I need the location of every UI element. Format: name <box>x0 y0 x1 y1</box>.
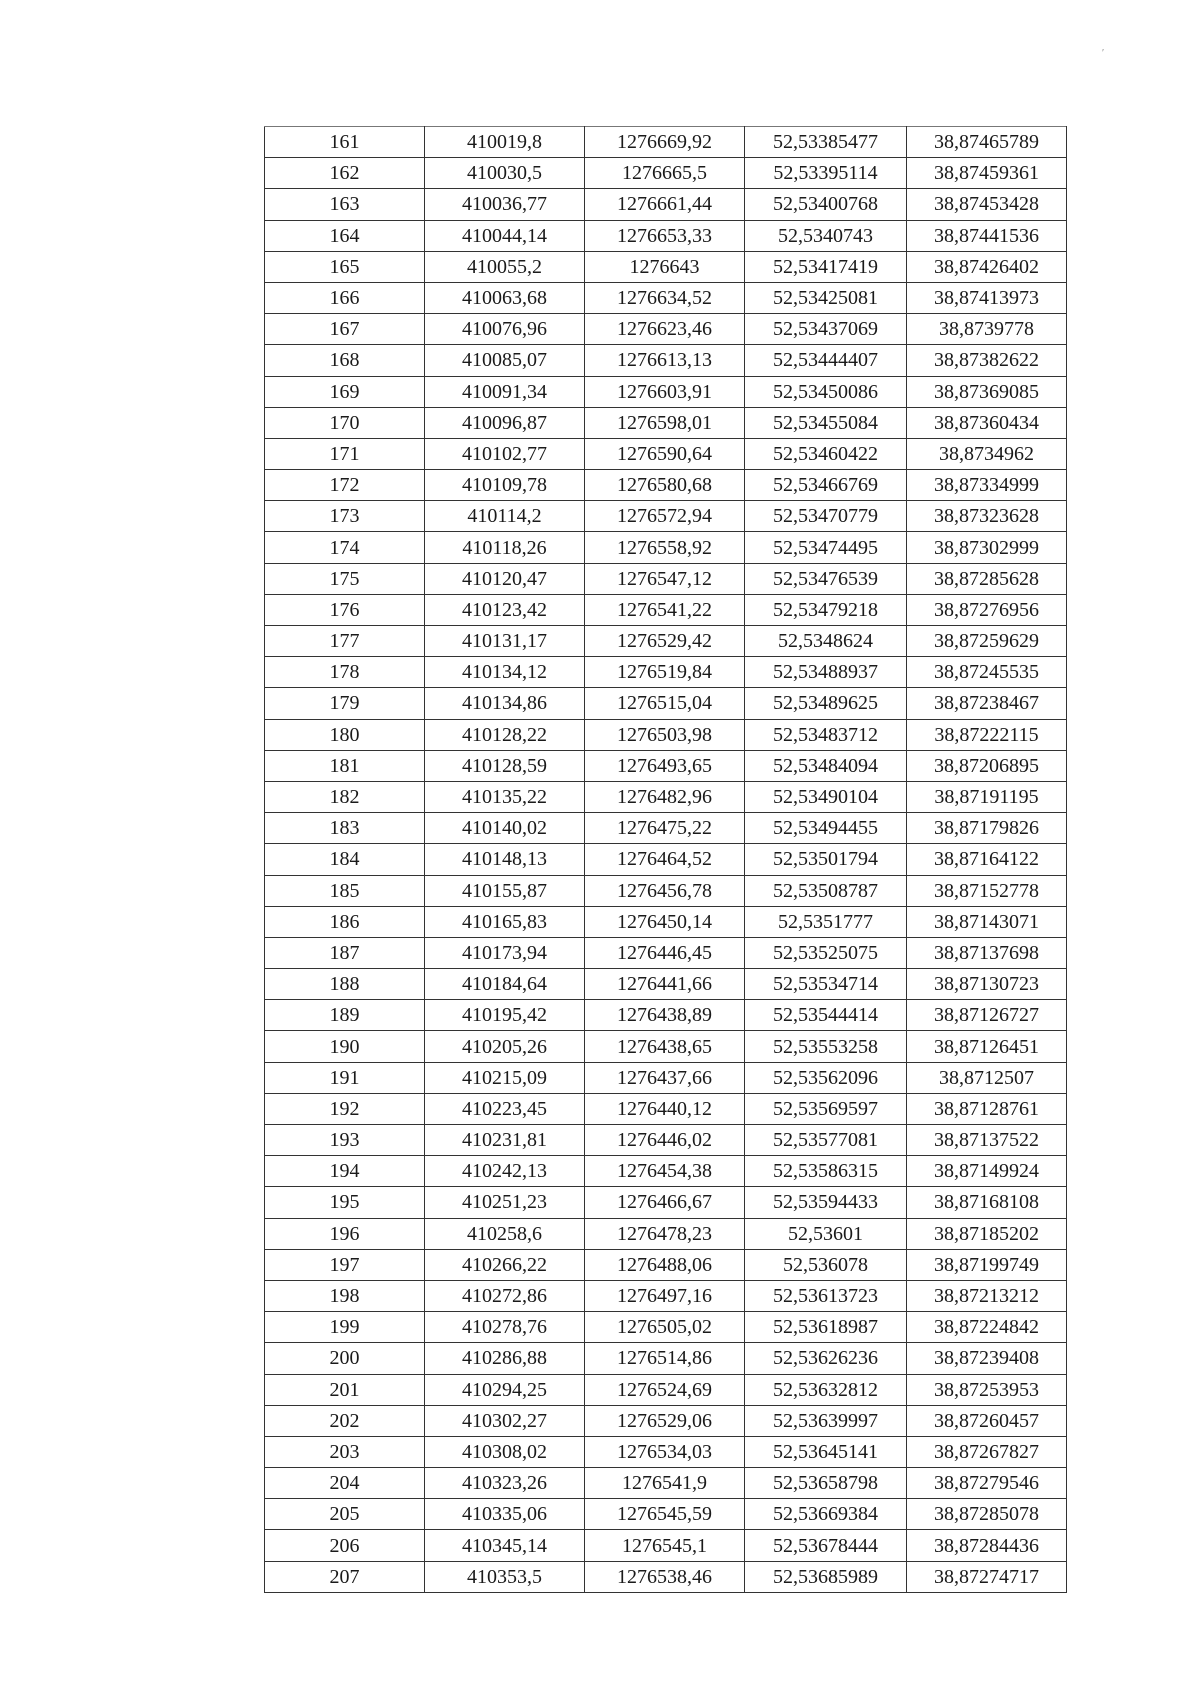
point-number-cell: 176 <box>265 594 425 625</box>
y-coordinate-cell: 1276475,22 <box>585 813 745 844</box>
x-coordinate-cell: 410302,27 <box>425 1405 585 1436</box>
y-coordinate-cell: 1276456,78 <box>585 875 745 906</box>
longitude-cell: 38,87238467 <box>907 688 1067 719</box>
point-number-cell: 188 <box>265 969 425 1000</box>
longitude-cell: 38,87179826 <box>907 813 1067 844</box>
longitude-cell: 38,87126451 <box>907 1031 1067 1062</box>
point-number-cell: 203 <box>265 1436 425 1467</box>
table-row <box>265 282 1067 313</box>
latitude-cell: 52,53601 <box>745 1218 907 1249</box>
latitude-cell: 52,53455084 <box>745 407 907 438</box>
table-row <box>265 875 1067 906</box>
y-coordinate-cell: 1276514,86 <box>585 1343 745 1374</box>
longitude-cell: 38,87285628 <box>907 563 1067 594</box>
table-row <box>265 1530 1067 1561</box>
y-coordinate-cell: 1276634,52 <box>585 282 745 313</box>
table-row <box>265 1218 1067 1249</box>
point-number-cell: 172 <box>265 470 425 501</box>
latitude-cell: 52,53483712 <box>745 719 907 750</box>
table-row <box>265 1093 1067 1124</box>
point-number-cell: 185 <box>265 875 425 906</box>
latitude-cell: 52,53474495 <box>745 532 907 563</box>
y-coordinate-cell: 1276643 <box>585 251 745 282</box>
longitude-cell: 38,87285078 <box>907 1499 1067 1530</box>
point-number-cell: 178 <box>265 657 425 688</box>
y-coordinate-cell: 1276441,66 <box>585 969 745 1000</box>
point-number-cell: 206 <box>265 1530 425 1561</box>
x-coordinate-cell: 410131,17 <box>425 626 585 657</box>
point-number-cell: 175 <box>265 563 425 594</box>
longitude-cell: 38,87302999 <box>907 532 1067 563</box>
table-row <box>265 376 1067 407</box>
latitude-cell: 52,53525075 <box>745 937 907 968</box>
x-coordinate-cell: 410278,76 <box>425 1312 585 1343</box>
latitude-cell: 52,53613723 <box>745 1280 907 1311</box>
longitude-cell: 38,87245535 <box>907 657 1067 688</box>
y-coordinate-cell: 1276437,66 <box>585 1062 745 1093</box>
x-coordinate-cell: 410286,88 <box>425 1343 585 1374</box>
table-row <box>265 470 1067 501</box>
point-number-cell: 168 <box>265 345 425 376</box>
table-row <box>265 657 1067 688</box>
x-coordinate-cell: 410345,14 <box>425 1530 585 1561</box>
x-coordinate-cell: 410019,8 <box>425 127 585 158</box>
x-coordinate-cell: 410134,86 <box>425 688 585 719</box>
latitude-cell: 52,53685989 <box>745 1561 907 1592</box>
table-row <box>265 1187 1067 1218</box>
coordinates-table <box>264 126 1067 1593</box>
y-coordinate-cell: 1276450,14 <box>585 906 745 937</box>
latitude-cell: 52,53479218 <box>745 594 907 625</box>
point-number-cell: 180 <box>265 719 425 750</box>
latitude-cell: 52,53470779 <box>745 501 907 532</box>
point-number-cell: 196 <box>265 1218 425 1249</box>
latitude-cell: 52,53501794 <box>745 844 907 875</box>
longitude-cell: 38,87323628 <box>907 501 1067 532</box>
table-row <box>265 1249 1067 1280</box>
longitude-cell: 38,87267827 <box>907 1436 1067 1467</box>
y-coordinate-cell: 1276613,13 <box>585 345 745 376</box>
y-coordinate-cell: 1276534,03 <box>585 1436 745 1467</box>
y-coordinate-cell: 1276538,46 <box>585 1561 745 1592</box>
x-coordinate-cell: 410036,77 <box>425 189 585 220</box>
latitude-cell: 52,53669384 <box>745 1499 907 1530</box>
x-coordinate-cell: 410140,02 <box>425 813 585 844</box>
latitude-cell: 52,53450086 <box>745 376 907 407</box>
point-number-cell: 186 <box>265 906 425 937</box>
longitude-cell: 38,87274717 <box>907 1561 1067 1592</box>
latitude-cell: 52,53618987 <box>745 1312 907 1343</box>
x-coordinate-cell: 410076,96 <box>425 314 585 345</box>
x-coordinate-cell: 410102,77 <box>425 438 585 469</box>
y-coordinate-cell: 1276603,91 <box>585 376 745 407</box>
point-number-cell: 163 <box>265 189 425 220</box>
point-number-cell: 184 <box>265 844 425 875</box>
latitude-cell: 52,53444407 <box>745 345 907 376</box>
point-number-cell: 165 <box>265 251 425 282</box>
latitude-cell: 52,536078 <box>745 1249 907 1280</box>
point-number-cell: 182 <box>265 781 425 812</box>
latitude-cell: 52,53544414 <box>745 1000 907 1031</box>
longitude-cell: 38,87152778 <box>907 875 1067 906</box>
point-number-cell: 191 <box>265 1062 425 1093</box>
x-coordinate-cell: 410215,09 <box>425 1062 585 1093</box>
latitude-cell: 52,53490104 <box>745 781 907 812</box>
point-number-cell: 173 <box>265 501 425 532</box>
latitude-cell: 52,53534714 <box>745 969 907 1000</box>
x-coordinate-cell: 410205,26 <box>425 1031 585 1062</box>
longitude-cell: 38,87253953 <box>907 1374 1067 1405</box>
x-coordinate-cell: 410294,25 <box>425 1374 585 1405</box>
x-coordinate-cell: 410195,42 <box>425 1000 585 1031</box>
table-row <box>265 127 1067 158</box>
longitude-cell: 38,87413973 <box>907 282 1067 313</box>
longitude-cell: 38,87334999 <box>907 470 1067 501</box>
point-number-cell: 166 <box>265 282 425 313</box>
y-coordinate-cell: 1276541,22 <box>585 594 745 625</box>
y-coordinate-cell: 1276541,9 <box>585 1468 745 1499</box>
point-number-cell: 162 <box>265 158 425 189</box>
y-coordinate-cell: 1276464,52 <box>585 844 745 875</box>
point-number-cell: 187 <box>265 937 425 968</box>
table-row <box>265 1125 1067 1156</box>
y-coordinate-cell: 1276661,44 <box>585 189 745 220</box>
y-coordinate-cell: 1276446,45 <box>585 937 745 968</box>
longitude-cell: 38,87168108 <box>907 1187 1067 1218</box>
point-number-cell: 198 <box>265 1280 425 1311</box>
y-coordinate-cell: 1276482,96 <box>585 781 745 812</box>
y-coordinate-cell: 1276505,02 <box>585 1312 745 1343</box>
longitude-cell: 38,87224842 <box>907 1312 1067 1343</box>
y-coordinate-cell: 1276519,84 <box>585 657 745 688</box>
y-coordinate-cell: 1276529,42 <box>585 626 745 657</box>
longitude-cell: 38,87130723 <box>907 969 1067 1000</box>
y-coordinate-cell: 1276653,33 <box>585 220 745 251</box>
y-coordinate-cell: 1276547,12 <box>585 563 745 594</box>
point-number-cell: 171 <box>265 438 425 469</box>
latitude-cell: 52,5348624 <box>745 626 907 657</box>
x-coordinate-cell: 410063,68 <box>425 282 585 313</box>
table-row <box>265 314 1067 345</box>
point-number-cell: 167 <box>265 314 425 345</box>
y-coordinate-cell: 1276529,06 <box>585 1405 745 1436</box>
longitude-cell: 38,87369085 <box>907 376 1067 407</box>
longitude-cell: 38,87382622 <box>907 345 1067 376</box>
y-coordinate-cell: 1276572,94 <box>585 501 745 532</box>
table-row <box>265 1156 1067 1187</box>
y-coordinate-cell: 1276590,64 <box>585 438 745 469</box>
table-row <box>265 1374 1067 1405</box>
latitude-cell: 52,53594433 <box>745 1187 907 1218</box>
table-row <box>265 1499 1067 1530</box>
latitude-cell: 52,53437069 <box>745 314 907 345</box>
point-number-cell: 193 <box>265 1125 425 1156</box>
table-row <box>265 438 1067 469</box>
point-number-cell: 169 <box>265 376 425 407</box>
point-number-cell: 207 <box>265 1561 425 1592</box>
x-coordinate-cell: 410184,64 <box>425 969 585 1000</box>
latitude-cell: 52,53632812 <box>745 1374 907 1405</box>
y-coordinate-cell: 1276438,89 <box>585 1000 745 1031</box>
table-row <box>265 501 1067 532</box>
point-number-cell: 170 <box>265 407 425 438</box>
latitude-cell: 52,53417419 <box>745 251 907 282</box>
y-coordinate-cell: 1276623,46 <box>585 314 745 345</box>
longitude-cell: 38,8739778 <box>907 314 1067 345</box>
point-number-cell: 200 <box>265 1343 425 1374</box>
longitude-cell: 38,87260457 <box>907 1405 1067 1436</box>
longitude-cell: 38,87441536 <box>907 220 1067 251</box>
table-row <box>265 1312 1067 1343</box>
point-number-cell: 197 <box>265 1249 425 1280</box>
table-row <box>265 1405 1067 1436</box>
y-coordinate-cell: 1276438,65 <box>585 1031 745 1062</box>
latitude-cell: 52,53400768 <box>745 189 907 220</box>
x-coordinate-cell: 410266,22 <box>425 1249 585 1280</box>
longitude-cell: 38,87465789 <box>907 127 1067 158</box>
latitude-cell: 52,53626236 <box>745 1343 907 1374</box>
x-coordinate-cell: 410323,26 <box>425 1468 585 1499</box>
latitude-cell: 52,53425081 <box>745 282 907 313</box>
y-coordinate-cell: 1276598,01 <box>585 407 745 438</box>
latitude-cell: 52,53562096 <box>745 1062 907 1093</box>
latitude-cell: 52,53489625 <box>745 688 907 719</box>
y-coordinate-cell: 1276446,02 <box>585 1125 745 1156</box>
x-coordinate-cell: 410118,26 <box>425 532 585 563</box>
longitude-cell: 38,87137698 <box>907 937 1067 968</box>
point-number-cell: 205 <box>265 1499 425 1530</box>
point-number-cell: 183 <box>265 813 425 844</box>
y-coordinate-cell: 1276669,92 <box>585 127 745 158</box>
latitude-cell: 52,53488937 <box>745 657 907 688</box>
x-coordinate-cell: 410165,83 <box>425 906 585 937</box>
latitude-cell: 52,5340743 <box>745 220 907 251</box>
latitude-cell: 52,53494455 <box>745 813 907 844</box>
latitude-cell: 52,53639997 <box>745 1405 907 1436</box>
y-coordinate-cell: 1276488,06 <box>585 1249 745 1280</box>
table-row <box>265 1031 1067 1062</box>
latitude-cell: 52,53586315 <box>745 1156 907 1187</box>
longitude-cell: 38,87259629 <box>907 626 1067 657</box>
x-coordinate-cell: 410134,12 <box>425 657 585 688</box>
x-coordinate-cell: 410091,34 <box>425 376 585 407</box>
x-coordinate-cell: 410114,2 <box>425 501 585 532</box>
x-coordinate-cell: 410148,13 <box>425 844 585 875</box>
table-row <box>265 844 1067 875</box>
table-row <box>265 1280 1067 1311</box>
table-row <box>265 220 1067 251</box>
table-row <box>265 594 1067 625</box>
table-row <box>265 626 1067 657</box>
y-coordinate-cell: 1276493,65 <box>585 750 745 781</box>
point-number-cell: 174 <box>265 532 425 563</box>
x-coordinate-cell: 410030,5 <box>425 158 585 189</box>
longitude-cell: 38,87126727 <box>907 1000 1067 1031</box>
table-row <box>265 781 1067 812</box>
point-number-cell: 199 <box>265 1312 425 1343</box>
x-coordinate-cell: 410251,23 <box>425 1187 585 1218</box>
x-coordinate-cell: 410135,22 <box>425 781 585 812</box>
longitude-cell: 38,87191195 <box>907 781 1067 812</box>
latitude-cell: 52,53395114 <box>745 158 907 189</box>
longitude-cell: 38,87206895 <box>907 750 1067 781</box>
latitude-cell: 52,53460422 <box>745 438 907 469</box>
x-coordinate-cell: 410128,22 <box>425 719 585 750</box>
longitude-cell: 38,87284436 <box>907 1530 1067 1561</box>
point-number-cell: 177 <box>265 626 425 657</box>
table-row <box>265 688 1067 719</box>
y-coordinate-cell: 1276665,5 <box>585 158 745 189</box>
x-coordinate-cell: 410272,86 <box>425 1280 585 1311</box>
x-coordinate-cell: 410335,06 <box>425 1499 585 1530</box>
table-row <box>265 1062 1067 1093</box>
longitude-cell: 38,87453428 <box>907 189 1067 220</box>
scan-speck: ʹ <box>1102 48 1105 59</box>
x-coordinate-cell: 410173,94 <box>425 937 585 968</box>
coordinates-table-body <box>265 127 1067 1593</box>
longitude-cell: 38,87222115 <box>907 719 1067 750</box>
latitude-cell: 52,5351777 <box>745 906 907 937</box>
table-row <box>265 719 1067 750</box>
point-number-cell: 161 <box>265 127 425 158</box>
table-row <box>265 750 1067 781</box>
longitude-cell: 38,87149924 <box>907 1156 1067 1187</box>
y-coordinate-cell: 1276466,67 <box>585 1187 745 1218</box>
latitude-cell: 52,53569597 <box>745 1093 907 1124</box>
latitude-cell: 52,53385477 <box>745 127 907 158</box>
x-coordinate-cell: 410353,5 <box>425 1561 585 1592</box>
table-row <box>265 407 1067 438</box>
x-coordinate-cell: 410120,47 <box>425 563 585 594</box>
point-number-cell: 164 <box>265 220 425 251</box>
longitude-cell: 38,87199749 <box>907 1249 1067 1280</box>
table-row <box>265 937 1067 968</box>
point-number-cell: 192 <box>265 1093 425 1124</box>
table-row <box>265 563 1067 594</box>
x-coordinate-cell: 410128,59 <box>425 750 585 781</box>
longitude-cell: 38,87239408 <box>907 1343 1067 1374</box>
y-coordinate-cell: 1276497,16 <box>585 1280 745 1311</box>
longitude-cell: 38,87164122 <box>907 844 1067 875</box>
table-row <box>265 251 1067 282</box>
longitude-cell: 38,87143071 <box>907 906 1067 937</box>
latitude-cell: 52,53476539 <box>745 563 907 594</box>
point-number-cell: 204 <box>265 1468 425 1499</box>
table-row <box>265 1468 1067 1499</box>
y-coordinate-cell: 1276503,98 <box>585 719 745 750</box>
table-row <box>265 1343 1067 1374</box>
y-coordinate-cell: 1276545,1 <box>585 1530 745 1561</box>
y-coordinate-cell: 1276524,69 <box>585 1374 745 1405</box>
x-coordinate-cell: 410096,87 <box>425 407 585 438</box>
latitude-cell: 52,53466769 <box>745 470 907 501</box>
x-coordinate-cell: 410123,42 <box>425 594 585 625</box>
longitude-cell: 38,87137522 <box>907 1125 1067 1156</box>
table-row <box>265 1436 1067 1467</box>
table-row <box>265 813 1067 844</box>
longitude-cell: 38,87128761 <box>907 1093 1067 1124</box>
longitude-cell: 38,87360434 <box>907 407 1067 438</box>
point-number-cell: 195 <box>265 1187 425 1218</box>
point-number-cell: 179 <box>265 688 425 719</box>
point-number-cell: 194 <box>265 1156 425 1187</box>
latitude-cell: 52,53678444 <box>745 1530 907 1561</box>
point-number-cell: 189 <box>265 1000 425 1031</box>
latitude-cell: 52,53577081 <box>745 1125 907 1156</box>
table-row <box>265 969 1067 1000</box>
x-coordinate-cell: 410055,2 <box>425 251 585 282</box>
latitude-cell: 52,53508787 <box>745 875 907 906</box>
table-row <box>265 1000 1067 1031</box>
table-row <box>265 189 1067 220</box>
x-coordinate-cell: 410109,78 <box>425 470 585 501</box>
longitude-cell: 38,87426402 <box>907 251 1067 282</box>
x-coordinate-cell: 410223,45 <box>425 1093 585 1124</box>
y-coordinate-cell: 1276515,04 <box>585 688 745 719</box>
longitude-cell: 38,87213212 <box>907 1280 1067 1311</box>
table-row <box>265 532 1067 563</box>
table-row <box>265 345 1067 376</box>
table-row <box>265 1561 1067 1592</box>
y-coordinate-cell: 1276440,12 <box>585 1093 745 1124</box>
x-coordinate-cell: 410085,07 <box>425 345 585 376</box>
longitude-cell: 38,87185202 <box>907 1218 1067 1249</box>
table-row <box>265 906 1067 937</box>
latitude-cell: 52,53645141 <box>745 1436 907 1467</box>
x-coordinate-cell: 410258,6 <box>425 1218 585 1249</box>
y-coordinate-cell: 1276580,68 <box>585 470 745 501</box>
latitude-cell: 52,53658798 <box>745 1468 907 1499</box>
longitude-cell: 38,87459361 <box>907 158 1067 189</box>
latitude-cell: 52,53484094 <box>745 750 907 781</box>
table-row <box>265 158 1067 189</box>
longitude-cell: 38,87279546 <box>907 1468 1067 1499</box>
longitude-cell: 38,8712507 <box>907 1062 1067 1093</box>
y-coordinate-cell: 1276545,59 <box>585 1499 745 1530</box>
latitude-cell: 52,53553258 <box>745 1031 907 1062</box>
point-number-cell: 181 <box>265 750 425 781</box>
x-coordinate-cell: 410155,87 <box>425 875 585 906</box>
longitude-cell: 38,87276956 <box>907 594 1067 625</box>
y-coordinate-cell: 1276454,38 <box>585 1156 745 1187</box>
x-coordinate-cell: 410242,13 <box>425 1156 585 1187</box>
point-number-cell: 202 <box>265 1405 425 1436</box>
point-number-cell: 201 <box>265 1374 425 1405</box>
y-coordinate-cell: 1276558,92 <box>585 532 745 563</box>
x-coordinate-cell: 410044,14 <box>425 220 585 251</box>
point-number-cell: 190 <box>265 1031 425 1062</box>
y-coordinate-cell: 1276478,23 <box>585 1218 745 1249</box>
x-coordinate-cell: 410308,02 <box>425 1436 585 1467</box>
longitude-cell: 38,8734962 <box>907 438 1067 469</box>
x-coordinate-cell: 410231,81 <box>425 1125 585 1156</box>
